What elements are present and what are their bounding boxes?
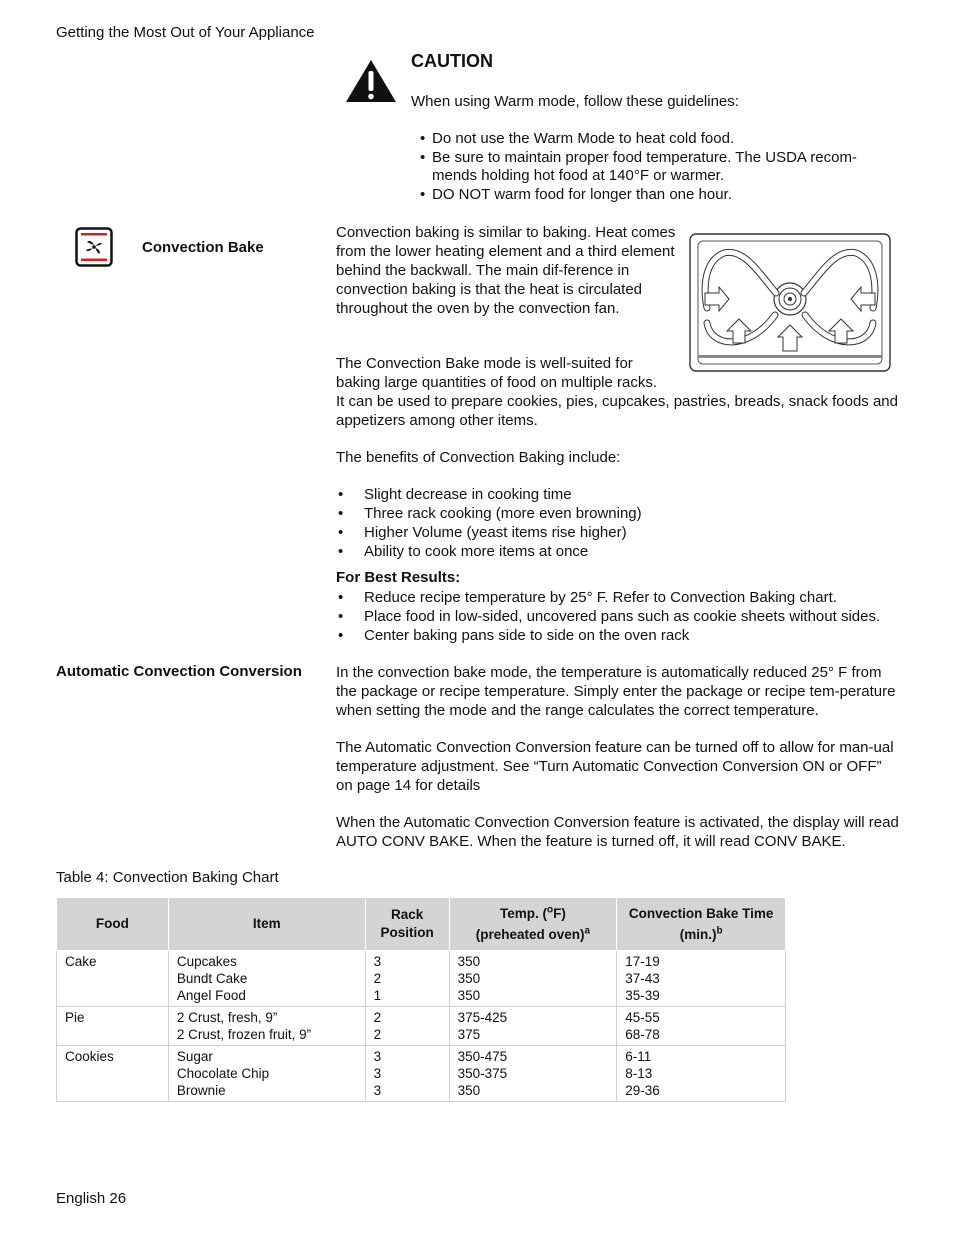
list-item: • Do not use the Warm Mode to heat cold food. xyxy=(420,130,890,149)
best-results-list xyxy=(336,588,906,645)
oven-airflow-diagram xyxy=(689,233,891,372)
list-item: • Slight decrease in cooking time xyxy=(336,485,896,504)
cell-temps: 375-425 375 xyxy=(449,1007,617,1046)
cell-food: Pie xyxy=(57,1007,169,1046)
auto-conversion-paragraph-1: In the convection bake mode, the temperature is automatically reduced 25° F from the package or recipe temperature. Simply enter the package or recipe tem-perature when setting the mode and the range calculates the correct temperature. xyxy=(336,664,896,719)
cell-racks: 2 2 xyxy=(365,1007,449,1046)
list-item: • Three rack cooking (more even browning) xyxy=(336,504,896,523)
list-item: • Center baking pans side to side on the oven rack xyxy=(336,626,906,645)
convection-paragraph-3: It can be used to prepare cookies, pies, cupcakes, pastries, breads, snack foods and appetizers among other items. xyxy=(336,393,898,429)
auto-conversion-heading: Automatic Convection Conversion xyxy=(56,663,302,680)
list-item: • Be sure to maintain proper food temperature. The USDA recom-mends holding hot food at 140°F or warmer. xyxy=(420,149,890,186)
benefits-list xyxy=(336,485,896,561)
benefits-intro: The benefits of Convection Baking include: xyxy=(336,449,621,466)
cell-food: Cake xyxy=(57,951,169,1007)
cell-temps: 350-475 350-375 350 xyxy=(449,1046,617,1102)
header-time: Convection Bake Time $(\min.)^b$ xyxy=(617,898,786,951)
cell-items: 2 Crust, fresh, 9” 2 Crust, frozen fruit, 9” xyxy=(168,1007,365,1046)
warning-triangle-icon xyxy=(344,58,398,104)
running-header: Getting the Most Out of Your Appliance xyxy=(56,24,315,41)
auto-conversion-paragraph-3: When the Automatic Convection Conversion feature is activated, the display will read AUTO CONV BAKE. When the feature is turned off, it will read CONV BAKE. xyxy=(336,814,899,850)
header-rack-position: Rack Position xyxy=(365,898,449,951)
cell-items: Cupcakes Bundt Cake Angel Food xyxy=(168,951,365,1007)
cell-temps: 350 350 350 xyxy=(449,951,617,1007)
table-row xyxy=(57,951,786,1007)
auto-conversion-paragraph-2: The Automatic Convection Conversion feature can be turned off to allow for man-ual temperature adjustment. See “Turn Automatic Convection Conversion ON or OFF” on page 14 for details xyxy=(336,739,894,794)
cell-racks: 3 3 3 xyxy=(365,1046,449,1102)
table-header-row xyxy=(57,898,786,951)
header-food: Food xyxy=(57,898,169,951)
cell-food: Cookies xyxy=(57,1046,169,1102)
list-item: • Higher Volume (yeast items rise higher) xyxy=(336,523,896,542)
table-caption: Table 4: Convection Baking Chart xyxy=(56,869,279,886)
caution-title: CAUTION xyxy=(411,51,493,71)
cell-items: Sugar Chocolate Chip Brownie xyxy=(168,1046,365,1102)
table-row xyxy=(57,1046,786,1102)
cell-times: 45-55 68-78 xyxy=(617,1007,786,1046)
list-item: • Place food in low-sided, uncovered pans such as cookie sheets without sides. xyxy=(336,607,906,626)
cell-times: 6-11 8-13 29-36 xyxy=(617,1046,786,1102)
convection-bake-heading: Convection Bake xyxy=(142,239,264,256)
list-item: • DO NOT warm food for longer than one hour. xyxy=(420,186,890,205)
header-temp: Temp. ($^o$F) (preheated oven)$^a$ xyxy=(449,898,617,951)
table-row xyxy=(57,1007,786,1046)
convection-baking-chart xyxy=(56,897,786,1102)
list-item: • Ability to cook more items at once xyxy=(336,542,896,561)
convection-paragraph-2: The Convection Bake mode is well-suited for baking large quantities of food on multiple racks. xyxy=(336,355,658,391)
cell-racks: 3 2 1 xyxy=(365,951,449,1007)
convection-fan-icon xyxy=(75,227,113,267)
caution-list xyxy=(420,130,890,204)
header-item: Item xyxy=(168,898,365,951)
convection-paragraph-1: Convection baking is similar to baking. Heat comes from the lower heating element and a third element behind the backwall. The main dif-ference in convection baking is that the heat is circulated throughout the oven by the convection fan. xyxy=(336,224,676,317)
best-results-heading: For Best Results: xyxy=(336,569,461,586)
page-footer: English 26 xyxy=(56,1190,127,1207)
list-item: • Reduce recipe temperature by 25° F. Refer to Convection Baking chart. xyxy=(336,588,906,607)
caution-intro: When using Warm mode, follow these guidelines: xyxy=(411,93,739,110)
cell-times: 17-19 37-43 35-39 xyxy=(617,951,786,1007)
